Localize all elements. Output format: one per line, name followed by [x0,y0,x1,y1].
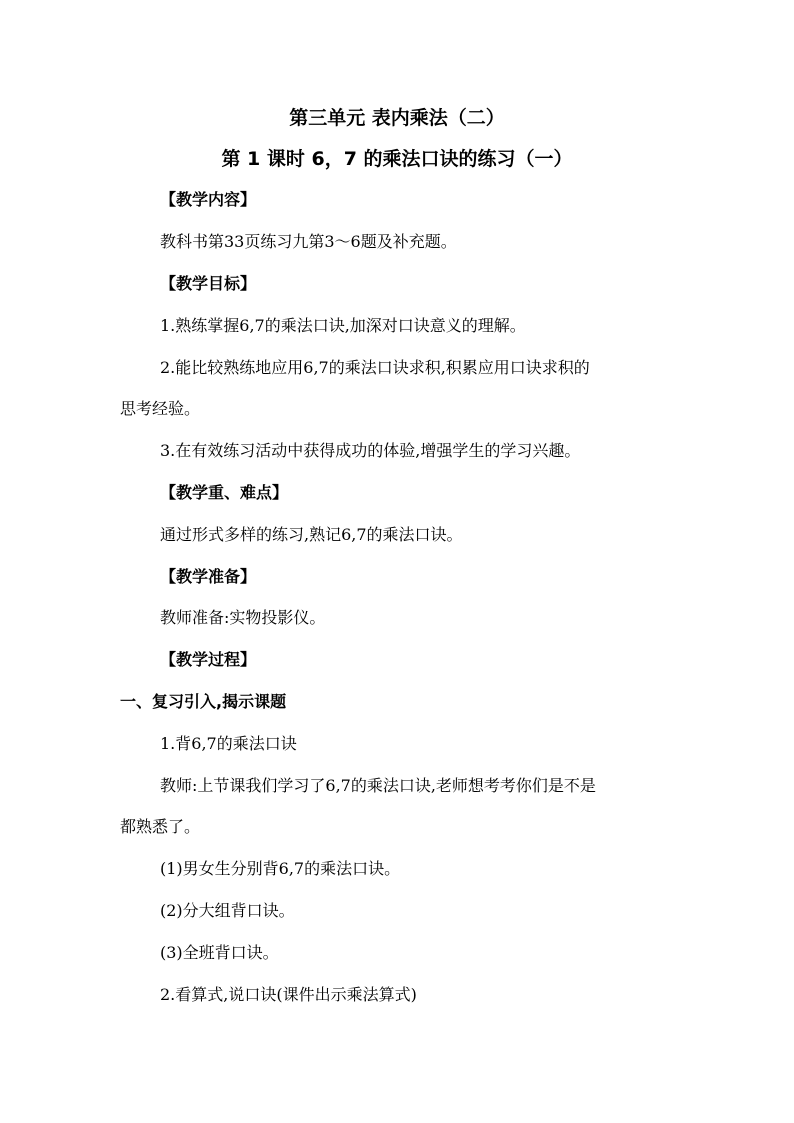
key-points-text: 通过形式多样的练习,熟记6,7的乘法口诀。 [160,525,463,544]
teacher-line-1: 教师:上节课我们学习了6,7的乘法口诀,老师想考考你们是不是 [160,776,596,795]
goal-1: 1.熟练掌握6,7的乘法口诀,加深对口诀意义的理解。 [160,316,526,335]
teaching-content-text: 教科书第33页练习九第3～6题及补充题。 [160,232,457,251]
goal-2-line-2: 思考经验。 [120,399,201,418]
goal-3: 3.在有效练习活动中获得成功的体验,增强学生的学习兴趣。 [160,441,581,460]
lesson-title: 第 1 课时 6，7 的乘法口诀的练习（一） [221,148,573,170]
goal-2-line-1: 2.能比较熟练地应用6,7的乘法口诀求积,积累应用口诀求积的 [160,358,590,377]
sub-step-3: (3)全班背口诀。 [160,943,279,962]
teacher-line-2: 都熟悉了。 [120,817,201,836]
heading-process: 【教学过程】 [160,650,257,669]
heading-preparation: 【教学准备】 [160,567,257,586]
sub-step-1: (1)男女生分别背6,7的乘法口诀。 [160,859,401,878]
step-1: 1.背6,7的乘法口诀 [160,734,297,753]
section-1-heading: 一、复习引入,揭示课题 [120,692,287,711]
step-2: 2.看算式,说口诀(课件出示乘法算式) [160,985,417,1004]
heading-teaching-goals: 【教学目标】 [160,274,257,293]
unit-title: 第三单元 表内乘法（二） [289,107,505,129]
heading-teaching-content: 【教学内容】 [160,190,257,209]
sub-step-2: (2)分大组背口诀。 [160,901,295,920]
heading-key-points: 【教学重、难点】 [160,483,289,502]
preparation-text: 教师准备:实物投影仪。 [160,608,326,627]
